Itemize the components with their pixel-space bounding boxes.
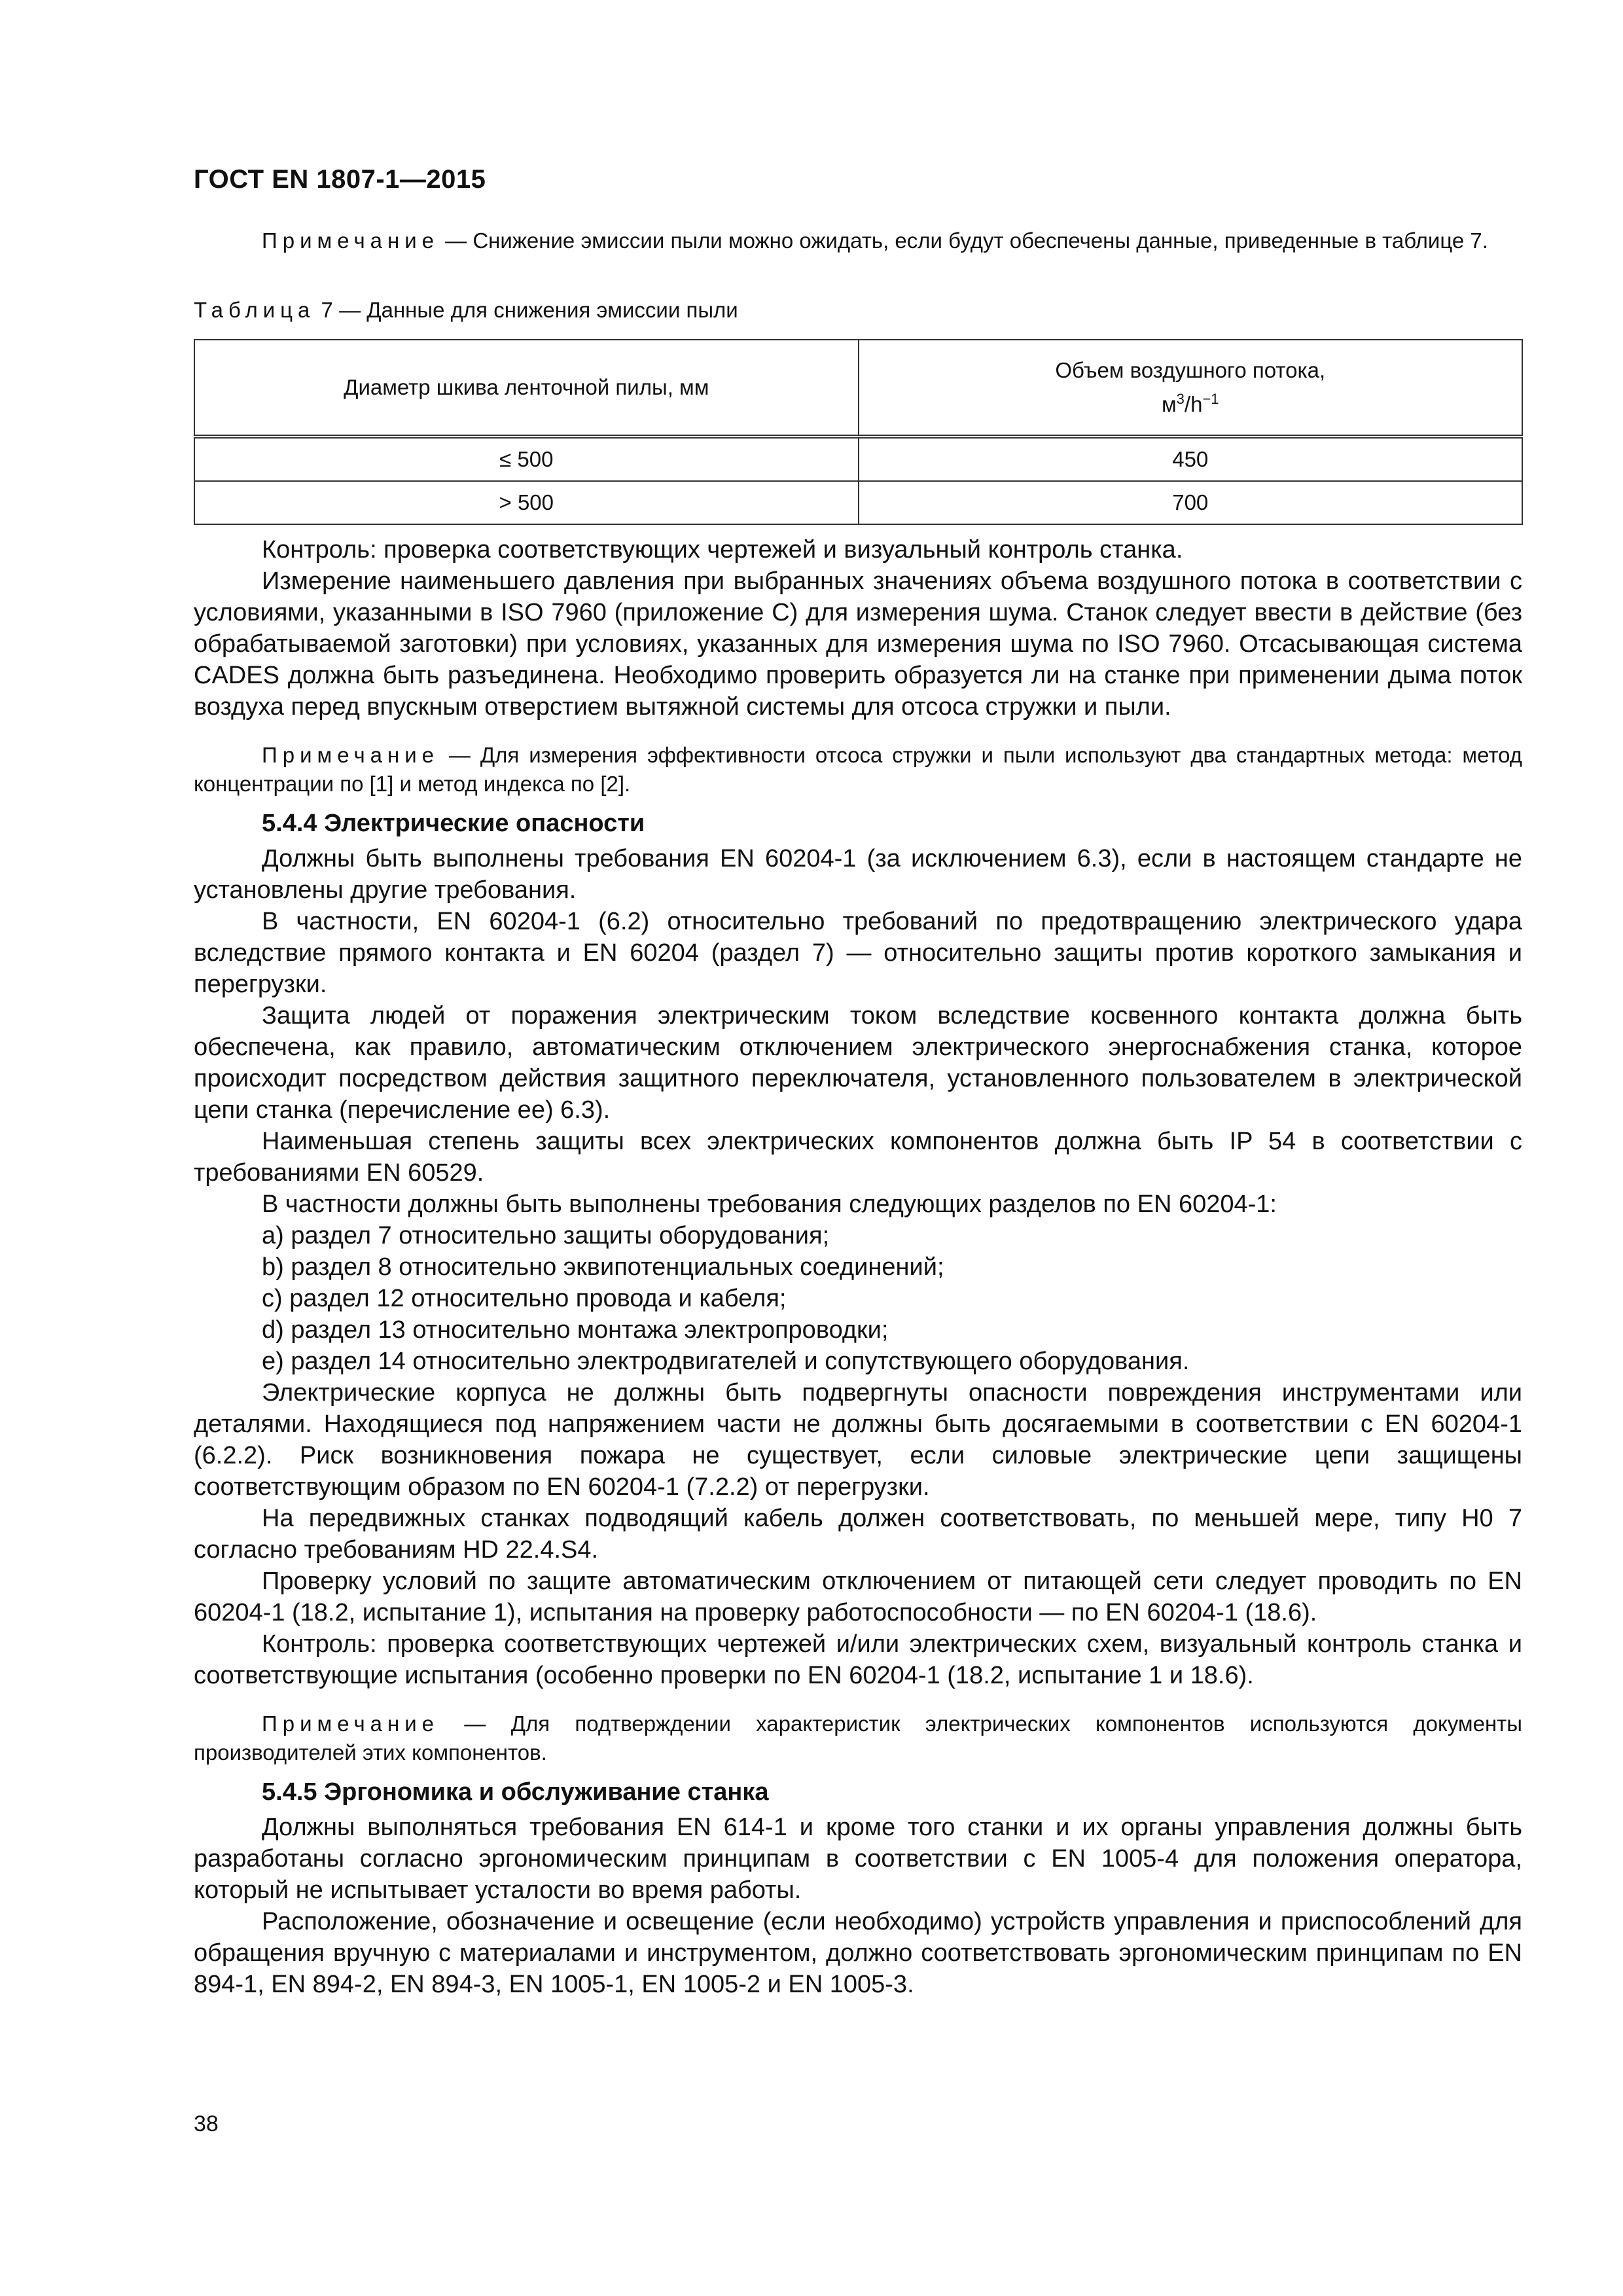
table-caption xyxy=(194,296,1522,325)
section-heading-5-4-5: 5.4.5 Эргономика и обслуживание станка xyxy=(262,1778,769,1806)
cell-diameter: ≤ 500 xyxy=(194,437,859,481)
page-content xyxy=(194,164,1522,2000)
table-row xyxy=(194,481,1522,524)
paragraph-measurement: Измерение наименьшего давления при выбранных значениях объема воздушного потока в соответствии с условиями, указанными в ISO 7960 (приложение С) для измерения шума. Станок следует ввести в действие (без обрабатываемой заготовки) при условиях, указанных для измерения шума по ISO 7960. Отсасывающая система CADES должна быть разъединена. Необходимо проверить образуется ли на станке при применении дыма поток воздуха перед впускным отверстием вытяжной системы для отсоса стружки и пыли. xyxy=(194,567,1522,721)
paragraph: Проверку условий по защите автоматическим отключением от питающей сети следует проводить по EN 60204-1 (18.2, испытание 1), испытания на проверку работоспособности — по EN 60204-1 (18.6). xyxy=(194,1568,1522,1626)
header-air-flow-unit: $м^3/h^{-1}$ xyxy=(1161,391,1219,416)
list-item: e) раздел 14 относительно электродвигателей и сопутствующего оборудования. xyxy=(262,1348,1190,1375)
page-number: 38 xyxy=(194,2111,219,2136)
list-item: a) раздел 7 относительно защиты оборудования; xyxy=(262,1222,830,1249)
cell-flow: 450 xyxy=(859,437,1523,481)
note-text: — Для измерения эффективности отсоса стружки и пыли используют два стандартных метода: метод концентрации по [1] и метод индекса по [2]. xyxy=(194,743,1522,796)
header-air-flow xyxy=(859,340,1523,437)
note-label: Примечание xyxy=(262,228,440,253)
table-caption-text: 7 — Данные для снижения эмиссии пыли xyxy=(315,298,738,322)
cell-flow: 700 xyxy=(859,481,1523,524)
list-item: b) раздел 8 относительно эквипотенциальных соединений; xyxy=(262,1253,944,1281)
note-measurement-methods xyxy=(194,741,1522,798)
table-label: Таблица xyxy=(194,298,315,322)
header-pulley-diameter: Диаметр шкива ленточной пилы, мм xyxy=(194,340,859,437)
section-heading-5-4-4: 5.4.4 Электрические опасности xyxy=(262,810,645,837)
paragraph: Должны выполняться требования EN 614-1 и кроме того станки и их органы управления должны быть разработаны согласно эргономическим принципам в соответствии с EN 1005-4 для положения оператора, который не испытывает усталости во время работы. xyxy=(194,1814,1522,1904)
cell-diameter: > 500 xyxy=(194,481,859,524)
paragraph: В частности, EN 60204-1 (6.2) относительно требований по предотвращению электрического удара вследствие прямого контакта и EN 60204 (раздел 7) — относительно защиты против короткого замыкания и перегрузки. xyxy=(194,908,1522,998)
header-air-flow-label: Объем воздушного потока, xyxy=(1055,358,1326,382)
requirements-list xyxy=(194,1220,1522,1377)
paragraph: Защита людей от поражения электрическим током вследствие косвенного контакта должна быть обеспечена, как правило, автоматическим отключением электрического энергоснабжения станка, которое происходит посредством действия защитного переключателя, установленного пользователем в электрической цепи станка (перечисление ее) 6.3). xyxy=(194,1002,1522,1124)
list-item: c) раздел 12 относительно провода и кабеля; xyxy=(262,1285,787,1312)
note-table7-intro xyxy=(194,226,1522,255)
table-dust-emission xyxy=(194,339,1523,525)
list-item: d) раздел 13 относительно монтажа электропроводки; xyxy=(262,1316,889,1344)
document-header: ГОСТ EN 1807-1—2015 xyxy=(194,165,486,194)
paragraph: Расположение, обозначение и освещение (если необходимо) устройств управления и приспособлений для обращения вручную с материалами и инструментом, должно соответствовать эргономическим принципам по EN 894-1, EN 894-2, EN 894-3, EN 1005-1, EN 1005-2 и EN 1005-3. xyxy=(194,1908,1522,1998)
note-label: Примечание xyxy=(262,1712,440,1736)
paragraph-control: Контроль: проверка соответствующих чертежей и визуальный контроль станка. xyxy=(262,536,1183,564)
paragraph: На передвижных станках подводящий кабель должен соответствовать, по меньшей мере, типу H0 7 согласно требованиям HD 22.4.S4. xyxy=(194,1505,1522,1564)
note-text: — Снижение эмиссии пыли можно ожидать, если будут обеспечены данные, приведенные в таблице 7. xyxy=(439,228,1488,253)
paragraph: Должны быть выполнены требования EN 60204-1 (за исключением 6.3), если в настоящем стандарте не установлены другие требования. xyxy=(194,845,1522,904)
paragraph: Электрические корпуса не должны быть подвергнуты опасности повреждения инструментами или деталями. Находящиеся под напряжением части не должны быть досягаемыми в соответствии с EN 60204-1 (6.2.2). Риск возникновения пожара не существует, если силовые электрические цепи защищены соответствующим образом по EN 60204-1 (7.2.2) от перегрузки. xyxy=(194,1379,1522,1501)
table-row xyxy=(194,437,1522,481)
note-text: — Для подтверждении характеристик электрических компонентов используются документы производителей этих компонентов. xyxy=(194,1712,1522,1765)
paragraph: Наименьшая степень защиты всех электрических компонентов должна быть IP 54 в соответствии с требованиями EN 60529. xyxy=(194,1128,1522,1187)
paragraph: Контроль: проверка соответствующих чертежей и/или электрических схем, визуальный контроль станка и соответствующие испытания (особенно проверки по EN 60204-1 (18.2, испытание 1 и 18.6). xyxy=(194,1630,1522,1689)
paragraph: В частности должны быть выполнены требования следующих разделов по EN 60204-1: xyxy=(262,1191,1277,1218)
table-header-row xyxy=(194,340,1522,437)
note-label: Примечание xyxy=(262,743,440,767)
note-electrical-documents xyxy=(194,1710,1522,1767)
